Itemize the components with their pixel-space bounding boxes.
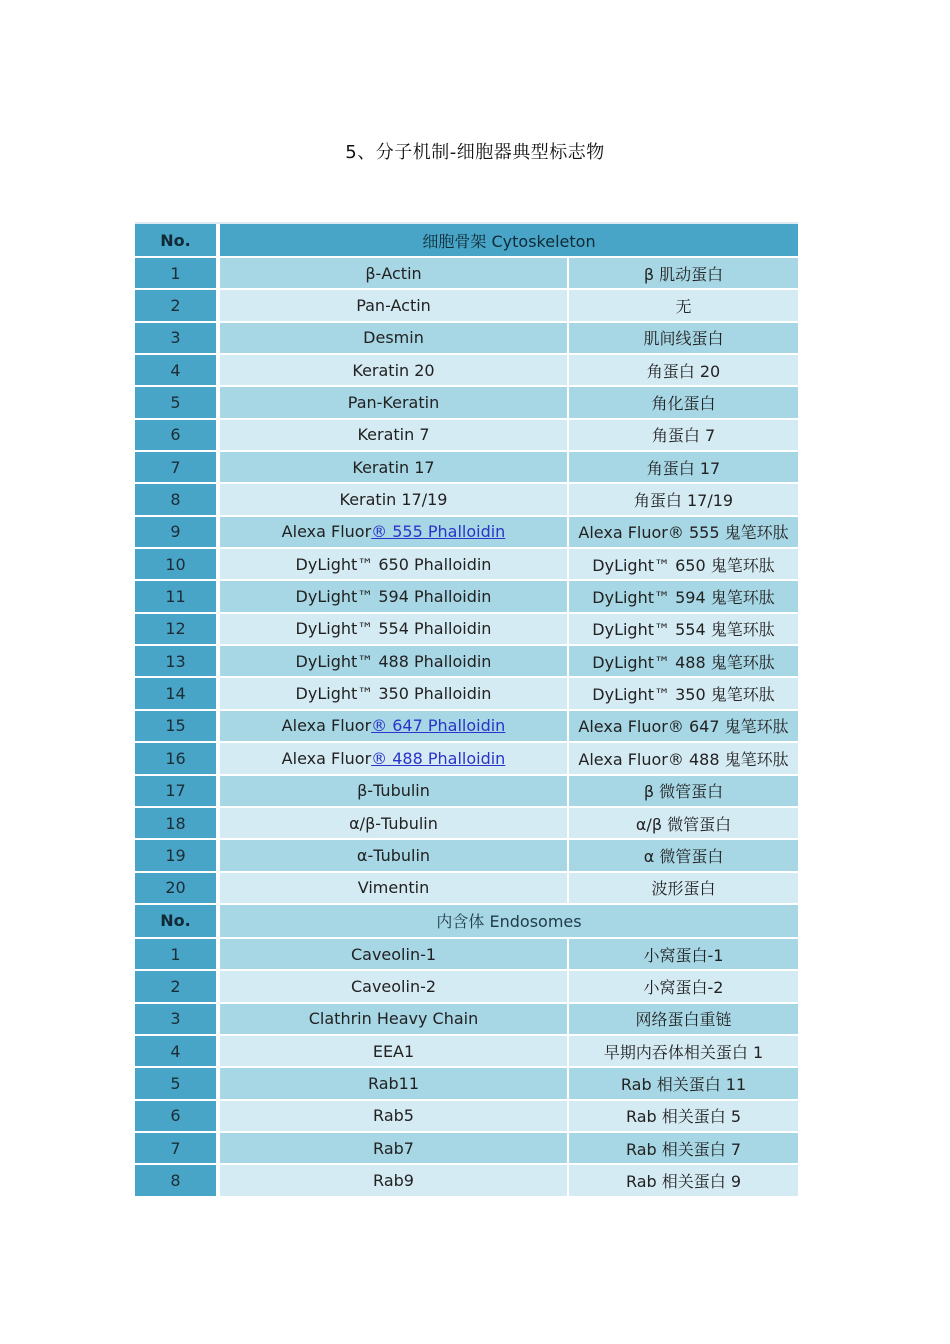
marker-english-name: Pan-Actin	[220, 290, 569, 322]
marker-chinese-name: 波形蛋白	[569, 873, 798, 905]
table-row	[135, 646, 798, 678]
row-number: 7	[135, 452, 220, 484]
table-row	[135, 323, 798, 355]
column-header-no: No.	[135, 224, 220, 258]
marker-english-name: DyLight™ 350 Phalloidin	[220, 678, 569, 710]
marker-chinese-name: Alexa Fluor® 555 鬼笔环肽	[569, 517, 798, 549]
page-title: 5、分子机制-细胞器典型标志物	[345, 142, 605, 163]
row-number: 1	[135, 939, 220, 971]
marker-name-prefix: Alexa Fluor	[281, 716, 372, 736]
marker-chinese-name: 肌间线蛋白	[569, 323, 798, 355]
marker-chinese-name: 网络蛋白重链	[569, 1004, 798, 1036]
table-row	[135, 971, 798, 1003]
row-number: 3	[135, 323, 220, 355]
row-number: 5	[135, 387, 220, 419]
row-number: 6	[135, 1101, 220, 1133]
marker-english-name: Keratin 7	[220, 420, 569, 452]
marker-chinese-name: 角化蛋白	[569, 387, 798, 419]
table-row	[135, 711, 798, 743]
marker-chinese-name: Rab 相关蛋白 9	[569, 1165, 798, 1197]
marker-english-name: Rab5	[220, 1101, 569, 1133]
table-row	[135, 776, 798, 808]
row-number: 2	[135, 290, 220, 322]
table-row	[135, 258, 798, 290]
section-title: 细胞骨架 Cytoskeleton	[220, 224, 798, 258]
table-row	[135, 614, 798, 646]
marker-chinese-name: DyLight™ 554 鬼笔环肽	[569, 614, 798, 646]
marker-english-name: Caveolin-1	[220, 939, 569, 971]
marker-english-name: Keratin 20	[220, 355, 569, 387]
table-row	[135, 387, 798, 419]
marker-chinese-name: 角蛋白 7	[569, 420, 798, 452]
table-row	[135, 581, 798, 613]
table-row	[135, 420, 798, 452]
marker-chinese-name: Alexa Fluor® 647 鬼笔环肽	[569, 711, 798, 743]
marker-english-name: EEA1	[220, 1036, 569, 1068]
table-row	[135, 743, 798, 775]
row-number: 3	[135, 1004, 220, 1036]
marker-english-name: Rab9	[220, 1165, 569, 1197]
column-header-no: No.	[135, 905, 220, 939]
marker-chinese-name: 角蛋白 17/19	[569, 484, 798, 516]
marker-english-name: DyLight™ 488 Phalloidin	[220, 646, 569, 678]
markers-table-container	[135, 222, 798, 1198]
markers-table	[135, 224, 798, 1198]
row-number: 20	[135, 873, 220, 905]
table-row	[135, 1133, 798, 1165]
marker-chinese-name: DyLight™ 488 鬼笔环肽	[569, 646, 798, 678]
row-number: 2	[135, 971, 220, 1003]
marker-chinese-name: Alexa Fluor® 488 鬼笔环肽	[569, 743, 798, 775]
table-row	[135, 549, 798, 581]
table-row	[135, 355, 798, 387]
marker-english-name: α/β-Tubulin	[220, 808, 569, 840]
row-number: 11	[135, 581, 220, 613]
row-number: 1	[135, 258, 220, 290]
marker-chinese-name: DyLight™ 350 鬼笔环肽	[569, 678, 798, 710]
marker-english-name	[220, 517, 569, 549]
table-row	[135, 517, 798, 549]
row-number: 8	[135, 1165, 220, 1197]
table-row	[135, 808, 798, 840]
marker-product-link[interactable]: ® 488 Phalloidin	[371, 748, 506, 768]
marker-english-name	[220, 711, 569, 743]
row-number: 6	[135, 420, 220, 452]
marker-chinese-name: DyLight™ 594 鬼笔环肽	[569, 581, 798, 613]
row-number: 5	[135, 1068, 220, 1100]
marker-name-prefix: Alexa Fluor	[281, 522, 372, 542]
marker-chinese-name: 角蛋白 20	[569, 355, 798, 387]
marker-english-name	[220, 743, 569, 775]
row-number: 18	[135, 808, 220, 840]
marker-english-name: Rab11	[220, 1068, 569, 1100]
marker-chinese-name: β 肌动蛋白	[569, 258, 798, 290]
marker-english-name: Rab7	[220, 1133, 569, 1165]
table-row	[135, 1004, 798, 1036]
marker-product-link[interactable]: ® 555 Phalloidin	[371, 522, 506, 542]
marker-chinese-name: 无	[569, 290, 798, 322]
marker-english-name: Pan-Keratin	[220, 387, 569, 419]
table-body	[135, 224, 798, 1198]
marker-chinese-name: α 微管蛋白	[569, 840, 798, 872]
marker-name-prefix: Alexa Fluor	[281, 748, 372, 768]
row-number: 15	[135, 711, 220, 743]
section-header-row	[135, 905, 798, 939]
marker-english-name: Caveolin-2	[220, 971, 569, 1003]
marker-english-name: Desmin	[220, 323, 569, 355]
marker-product-link[interactable]: ® 647 Phalloidin	[371, 716, 506, 736]
row-number: 9	[135, 517, 220, 549]
marker-english-name: α-Tubulin	[220, 840, 569, 872]
marker-english-name: DyLight™ 554 Phalloidin	[220, 614, 569, 646]
row-number: 4	[135, 355, 220, 387]
marker-chinese-name: 小窝蛋白-2	[569, 971, 798, 1003]
marker-chinese-name: Rab 相关蛋白 7	[569, 1133, 798, 1165]
row-number: 14	[135, 678, 220, 710]
marker-english-name: Clathrin Heavy Chain	[220, 1004, 569, 1036]
marker-chinese-name: 角蛋白 17	[569, 452, 798, 484]
marker-english-name: Keratin 17/19	[220, 484, 569, 516]
row-number: 10	[135, 549, 220, 581]
table-row	[135, 840, 798, 872]
table-row	[135, 1068, 798, 1100]
table-row	[135, 939, 798, 971]
table-row	[135, 678, 798, 710]
row-number: 19	[135, 840, 220, 872]
section-header-row	[135, 224, 798, 258]
table-row	[135, 484, 798, 516]
row-number: 7	[135, 1133, 220, 1165]
marker-chinese-name: β 微管蛋白	[569, 776, 798, 808]
table-row	[135, 290, 798, 322]
row-number: 8	[135, 484, 220, 516]
marker-chinese-name: Rab 相关蛋白 11	[569, 1068, 798, 1100]
table-row	[135, 452, 798, 484]
marker-chinese-name: 小窝蛋白-1	[569, 939, 798, 971]
row-number: 12	[135, 614, 220, 646]
section-title: 内含体 Endosomes	[220, 905, 798, 939]
marker-chinese-name: 早期内吞体相关蛋白 1	[569, 1036, 798, 1068]
marker-chinese-name: DyLight™ 650 鬼笔环肽	[569, 549, 798, 581]
row-number: 16	[135, 743, 220, 775]
row-number: 17	[135, 776, 220, 808]
marker-english-name: DyLight™ 650 Phalloidin	[220, 549, 569, 581]
row-number: 4	[135, 1036, 220, 1068]
table-row	[135, 1036, 798, 1068]
marker-english-name: DyLight™ 594 Phalloidin	[220, 581, 569, 613]
table-row	[135, 873, 798, 905]
marker-english-name: β-Tubulin	[220, 776, 569, 808]
table-row	[135, 1101, 798, 1133]
marker-chinese-name: Rab 相关蛋白 5	[569, 1101, 798, 1133]
marker-english-name: β-Actin	[220, 258, 569, 290]
table-row	[135, 1165, 798, 1197]
marker-english-name: Keratin 17	[220, 452, 569, 484]
row-number: 13	[135, 646, 220, 678]
marker-english-name: Vimentin	[220, 873, 569, 905]
marker-chinese-name: α/β 微管蛋白	[569, 808, 798, 840]
